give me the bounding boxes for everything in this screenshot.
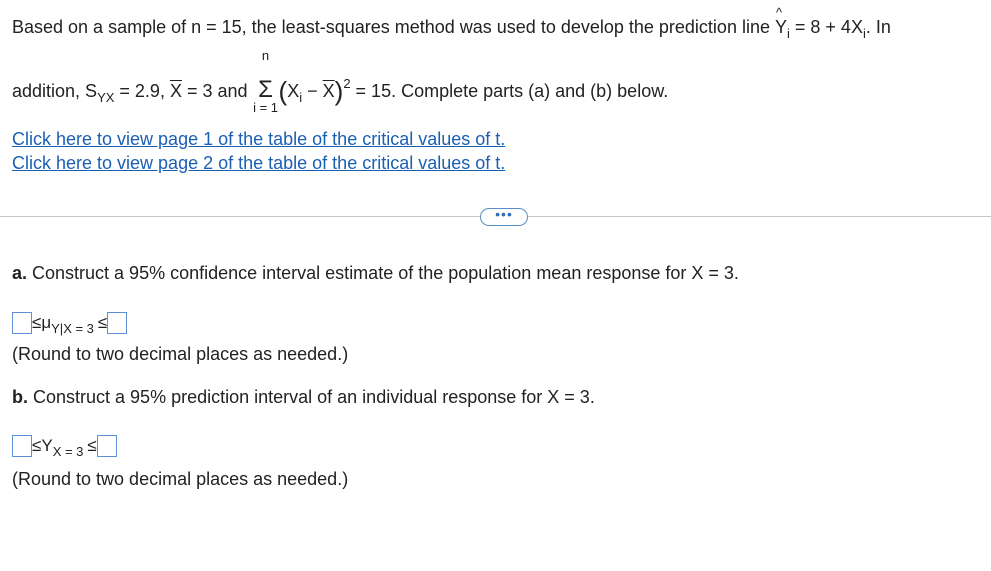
- more-options-button[interactable]: •••: [480, 208, 528, 226]
- part-b-question: [12, 387, 595, 408]
- critical-values-page2-link[interactable]: Click here to view page 2 of the table of the critical values of t.: [12, 153, 506, 173]
- part-b-label: b.: [12, 387, 28, 407]
- problem-statement-line-2: addition, $S_{YX} = 2.9$, $\overline{X} = 3$ and n Σ i = 1 $(X_i - \overline{X})^2 = 15$. Complete parts (a) and (b) below.: [12, 48, 669, 115]
- part-a-text: Construct a 95% confidence interval estimate of the population mean response for X = 3.: [27, 263, 739, 283]
- problem-text: Based on a sample of n = 15, the least-squares method was used to develop the prediction line: [12, 17, 775, 37]
- summation-symbol: n Σ i = 1: [253, 48, 278, 115]
- part-a-question: [12, 263, 739, 284]
- y-hat-symbol: ^ Y: [774, 5, 787, 37]
- part-a-answer-row: $\le\mu_{Y|X = 3}$ ≤: [12, 312, 127, 336]
- x-bar-symbol: $\overline{X}$: [169, 81, 182, 101]
- problem-statement-line-1: Based on a sample of n = 15, the least-squares method was used to develop the prediction line ^ $Y_i = 8 + 4X_i$. In: [12, 5, 891, 41]
- y-symbol: Y: [41, 436, 53, 455]
- mu-symbol: μ: [41, 313, 52, 332]
- part-b-upper-bound-input[interactable]: [97, 435, 117, 457]
- part-b-rounding-note: (Round to two decimal places as needed.): [12, 469, 349, 489]
- part-b-text: Construct a 95% prediction interval of an individual response for X = 3.: [28, 387, 595, 407]
- part-a-upper-bound-input[interactable]: [107, 312, 127, 334]
- part-b-lower-bound-input[interactable]: [12, 435, 32, 457]
- critical-values-link-row-2: [12, 153, 505, 174]
- part-a-rounding-note: (Round to two decimal places as needed.): [12, 344, 349, 364]
- part-b-answer-row: $\le Y_{X = 3}$ ≤: [12, 435, 117, 459]
- part-a-label: a.: [12, 263, 28, 283]
- critical-values-page1-link[interactable]: Click here to view page 1 of the table of the critical values of t.: [12, 129, 506, 149]
- critical-values-link-row-1: [12, 129, 505, 150]
- part-a-lower-bound-input[interactable]: [12, 312, 32, 334]
